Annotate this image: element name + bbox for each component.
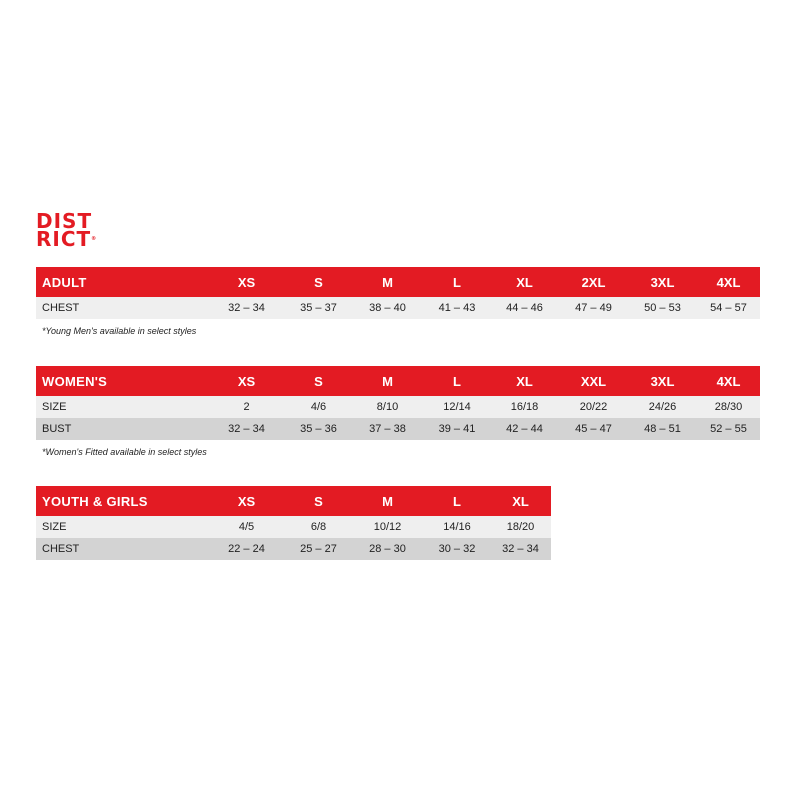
table-cell: 35 – 37 <box>286 297 351 319</box>
table-cell: 25 – 27 <box>286 538 351 560</box>
table-cell: 4/5 <box>207 516 286 538</box>
size-xs-header: XS <box>207 267 286 297</box>
size-3xl-header: 3XL <box>628 366 697 396</box>
size-m-header: M <box>351 486 424 516</box>
table-cell: 32 – 34 <box>490 538 551 560</box>
size-l-header: L <box>424 267 490 297</box>
table-cell: 12/14 <box>424 396 490 418</box>
table-cell: 32 – 34 <box>207 418 286 440</box>
size-4xl-header: 4XL <box>697 267 760 297</box>
table-cell: 37 – 38 <box>351 418 424 440</box>
table-cell: 28/30 <box>697 396 760 418</box>
row-label: BUST <box>36 418 207 440</box>
table-cell: 42 – 44 <box>490 418 559 440</box>
table-cell: 54 – 57 <box>697 297 760 319</box>
table-cell: 39 – 41 <box>424 418 490 440</box>
size-xxl-header: XXL <box>559 366 628 396</box>
youth-title: YOUTH & GIRLS <box>36 486 207 516</box>
table-cell: 30 – 32 <box>424 538 490 560</box>
table-cell: 28 – 30 <box>351 538 424 560</box>
row-label: CHEST <box>36 297 207 319</box>
table-cell: 50 – 53 <box>628 297 697 319</box>
size-s-header: S <box>286 486 351 516</box>
table-row <box>36 396 760 418</box>
womens-title: WOMEN'S <box>36 366 207 396</box>
table-cell: 45 – 47 <box>559 418 628 440</box>
adult-size-table <box>36 267 760 319</box>
table-cell: 52 – 55 <box>697 418 760 440</box>
table-cell: 38 – 40 <box>351 297 424 319</box>
table-cell: 16/18 <box>490 396 559 418</box>
registered-mark: ® <box>91 236 97 242</box>
size-3xl-header: 3XL <box>628 267 697 297</box>
table-cell: 20/22 <box>559 396 628 418</box>
size-l-header: L <box>424 366 490 396</box>
table-row <box>36 538 551 560</box>
logo-line-2-text: RICT <box>36 227 92 251</box>
size-xs-header: XS <box>207 486 286 516</box>
table-cell: 41 – 43 <box>424 297 490 319</box>
table-cell: 32 – 34 <box>207 297 286 319</box>
row-label: SIZE <box>36 396 207 418</box>
table-cell: 18/20 <box>490 516 551 538</box>
table-row <box>36 418 760 440</box>
youth-size-table <box>36 486 551 560</box>
table-cell: 48 – 51 <box>628 418 697 440</box>
table-cell: 4/6 <box>286 396 351 418</box>
adult-header-row <box>36 267 760 297</box>
district-logo <box>36 209 97 251</box>
womens-header-row <box>36 366 760 396</box>
size-xl-header: XL <box>490 366 559 396</box>
table-cell: 10/12 <box>351 516 424 538</box>
adult-note: *Young Men's available in select styles <box>42 326 197 336</box>
table-row <box>36 297 760 319</box>
table-cell: 8/10 <box>351 396 424 418</box>
adult-title: ADULT <box>36 267 207 297</box>
table-cell: 22 – 24 <box>207 538 286 560</box>
table-cell: 14/16 <box>424 516 490 538</box>
womens-size-table <box>36 366 760 440</box>
size-xl-header: XL <box>490 267 559 297</box>
size-s-header: S <box>286 267 351 297</box>
size-xs-header: XS <box>207 366 286 396</box>
row-label: SIZE <box>36 516 207 538</box>
womens-note: *Women's Fitted available in select styles <box>42 447 207 457</box>
size-m-header: M <box>351 267 424 297</box>
size-2xl-header: 2XL <box>559 267 628 297</box>
logo-line-1: DIST <box>36 209 93 233</box>
size-4xl-header: 4XL <box>697 366 760 396</box>
size-s-header: S <box>286 366 351 396</box>
table-cell: 47 – 49 <box>559 297 628 319</box>
size-m-header: M <box>351 366 424 396</box>
table-cell: 24/26 <box>628 396 697 418</box>
table-cell: 2 <box>207 396 286 418</box>
youth-header-row <box>36 486 551 516</box>
size-l-header: L <box>424 486 490 516</box>
table-cell: 44 – 46 <box>490 297 559 319</box>
table-row <box>36 516 551 538</box>
size-xl-header: XL <box>490 486 551 516</box>
table-cell: 6/8 <box>286 516 351 538</box>
row-label: CHEST <box>36 538 207 560</box>
logo-line-2 <box>36 227 97 251</box>
table-cell: 35 – 36 <box>286 418 351 440</box>
